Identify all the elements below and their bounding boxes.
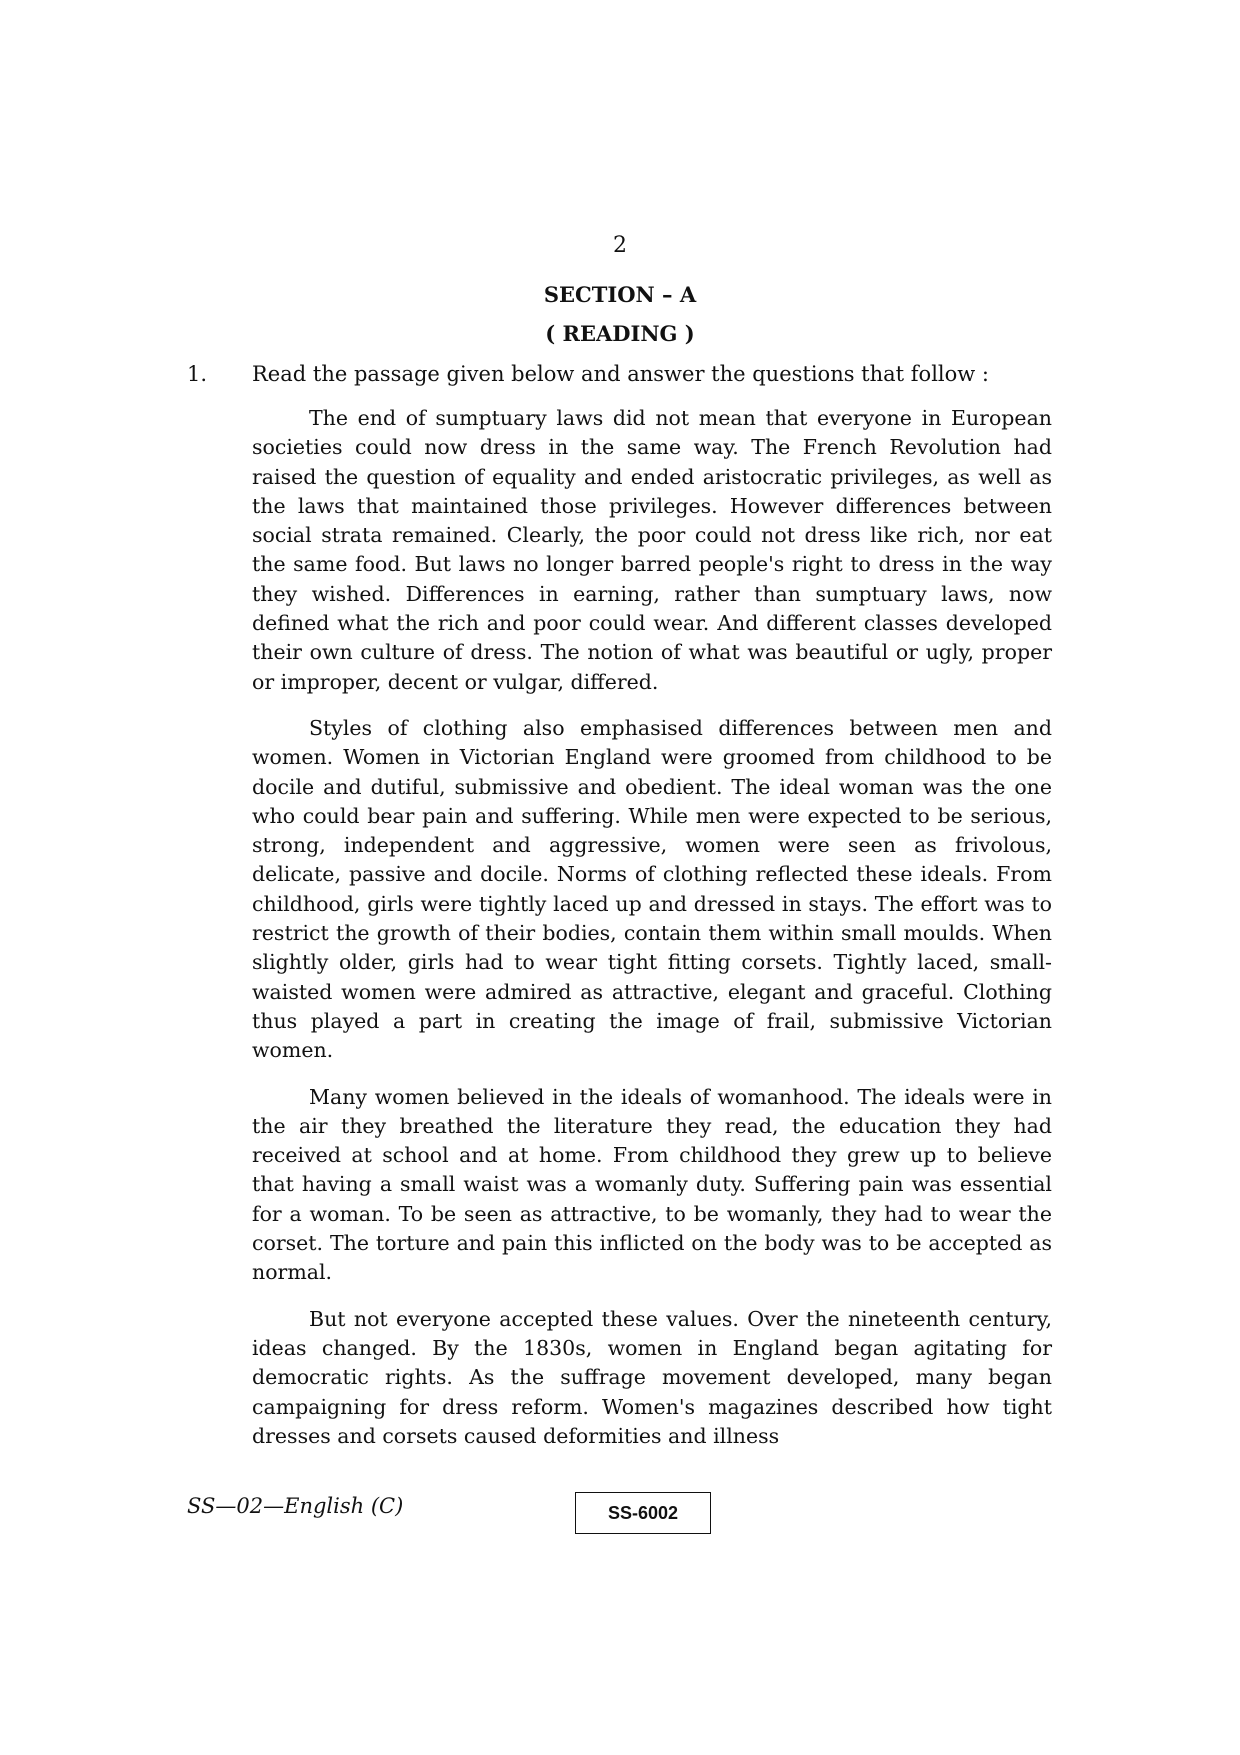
footer-booklet-code: SS-6002 [575, 1492, 711, 1534]
reading-passage [252, 404, 1052, 1468]
section-title: SECTION – A [543, 282, 697, 307]
passage-paragraph-1: The end of sumptuary laws did not mean that everyone in European societies could now dress in the same way. The French Revolution had raised the question of equality and ended aristocratic privileges, as well as the laws that maintained those privileges. However differences between social strata remained. Clearly, the poor could not dress like rich, nor eat the same food. But laws no longer barred people's right to dress in the way they wished. Differences in earning, rather than sumptuary laws, now defined what the rich and poor could wear. And different classes developed their own culture of dress. The notion of what was beautiful or ugly, proper or improper, decent or vulgar, differed. [252, 406, 1052, 694]
question-number: 1. [187, 362, 208, 386]
question-prompt: Read the passage given below and answer the questions that follow : [252, 362, 989, 386]
page-number: 2 [613, 233, 627, 258]
passage-paragraph-4: But not everyone accepted these values. Over the nineteenth century, ideas changed. By the 1830s, women in England began agitating for democratic rights. As the suffrage movement developed, many began campaigning for dress reform. Women's magazines described how tight dresses and corsets caused deformities and illness [252, 1306, 1052, 1448]
passage-paragraph-2: Styles of clothing also emphasised differences between men and women. Women in Victorian England were groomed from childhood to be docile and dutiful, submissive and obedient. The ideal woman was the one who could bear pain and suffering. While men were expected to be serious, strong, independent and aggressive, women were seen as frivolous, delicate, passive and docile. Norms of clothing reflected these ideals. From childhood, girls were tightly laced up and dressed in stays. The effort was to restrict the growth of their bodies, contain them within small moulds. When slightly older, girls had to wear tight fitting corsets. Tightly laced, small-waisted women were admired as attractive, elegant and graceful. Clothing thus played a part in creating the image of frail, submissive Victorian women. [252, 715, 1052, 1063]
section-subtitle: ( READING ) [545, 321, 695, 346]
footer-paper-code: SS—02—English (C) [187, 1494, 404, 1518]
passage-paragraph-3: Many women believed in the ideals of womanhood. The ideals were in the air they breathed the literature they read, the education they had received at school and at home. From childhood they grew up to believe that having a small waist was a womanly duty. Suffering pain was essential for a woman. To be seen as attractive, to be womanly, they had to wear the corset. The torture and pain this inflicted on the body was to be accepted as normal. [252, 1084, 1052, 1285]
